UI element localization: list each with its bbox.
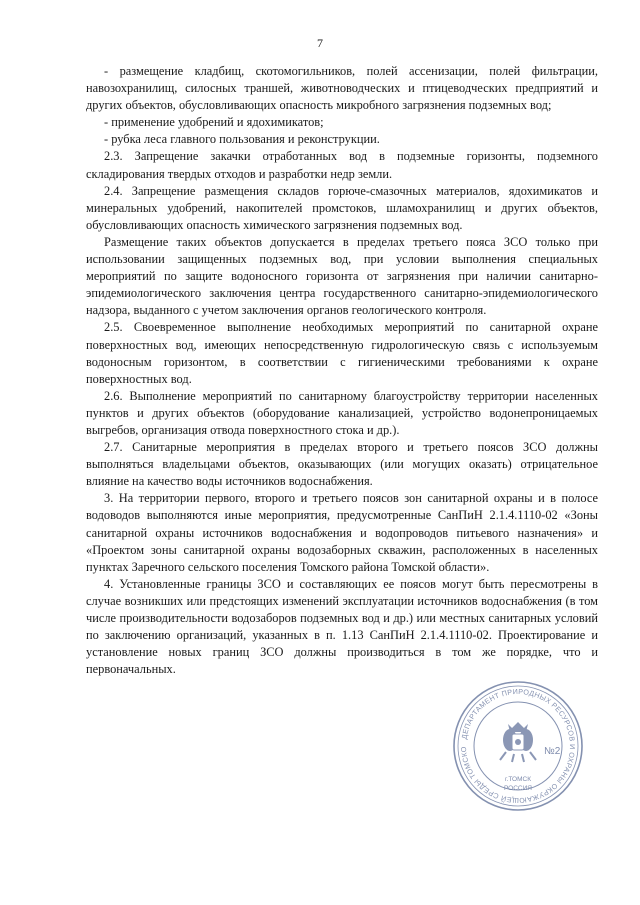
list-item-logging: - рубка леса главного пользования и реконструкции. <box>104 132 380 147</box>
paragraph-2-3: 2.3. Запрещение закачки отработанных вод в подземные горизонты, подземного складирования твердых отходов и разработки недр земли. <box>86 149 598 181</box>
seal-graphic <box>450 678 586 814</box>
paragraph-2-6: 2.6. Выполнение мероприятий по санитарному благоустройству территории населенных пунктов и других объектов (оборудование канализацией, устройство водонепроницаемых выгребов, организация отвода поверхностного стока и др.). <box>86 388 598 437</box>
paragraph-placement: Размещение таких объектов допускается в пределах третьего пояса ЗСО только при использовании защищенных подземных вод, при условии выполнения специальных мероприятий по защите водоносного горизонта от загрязнения при наличии санитарно-эпидемиологического заключения центра государственного санитарно-эпидемиологического надзора, выданного с учетом заключения органов геологического контроля. <box>86 234 598 318</box>
list-item-fertilizers: - применение удобрений и ядохимикатов; <box>104 115 324 130</box>
seal-city: г.ТОМСК <box>504 776 532 783</box>
seal-number: №2 <box>544 746 561 757</box>
paragraph-4: 4. Установленные границы ЗСО и составляющих ее поясов могут быть пересмотрены в случае возникших или предстоящих изменений эксплуатации источников водоснабжения (в том числе производительности водозаборов подземных вод и др.) или местных санитарных условий по заключению организаций, указанных в п. 1.13 СанПиН 2.1.4.1110-02. Проектирование и установление новых границ ЗСО должны производиться в том же порядке, что и первоначальных. <box>86 576 598 677</box>
paragraph-2-4: 2.4. Запрещение размещения складов горюче-смазочных материалов, ядохимикатов и минеральных удобрений, накопителей промстоков, шламохранилищ и других объектов, обусловливающих опасность химического загрязнения подземных вод. <box>86 183 598 232</box>
seal-country: РОССИЯ <box>503 785 533 792</box>
document-body <box>86 63 598 678</box>
page-number: 7 <box>317 36 323 50</box>
coat-of-arms-icon <box>500 722 536 762</box>
paragraph-2-5: 2.5. Своевременное выполнение необходимых мероприятий по санитарной охране поверхностных вод, имеющих непосредственную гидрологическую связь с используемым водоносным горизонтом, в соответствии с гигиеническими требованиями к охране поверхностных вод. <box>86 320 598 386</box>
official-seal-stamp <box>450 678 586 814</box>
paragraph-3: 3. На территории первого, второго и третьего поясов зон санитарной охраны и в полосе водоводов выполняются иные мероприятия, предусмотренные СанПиН 2.1.4.1110-02 «Зоны санитарной охраны источников водоснабжения и водопроводов питьевого назначения» и «Проектом зоны санитарной охраны водозаборных скважин, расположенных в населенных пунктах Заречного сельского поселения Томского района Томской области». <box>86 491 598 574</box>
paragraph-2-7: 2.7. Санитарные мероприятия в пределах второго и третьего поясов ЗСО должны выполняться владельцами объектов, оказывающих (или могущих оказать) отрицательное влияние на качество воды источников водоснабжения. <box>86 440 598 489</box>
list-item-cemeteries: - размещение кладбищ, скотомогильников, полей ассенизации, полей фильтрации, навозохранилищ, силосных траншей, животноводческих и птицеводческих предприятий и других объектов, обусловливающих опасность микробного загрязнения подземных вод; <box>86 64 598 113</box>
seal-ring-text: ДЕПАРТАМЕНТ ПРИРОДНЫХ РЕСУРСОВ И ОХРАНЫ ОКРУЖАЮЩЕЙ СРЕДЫ ТОМСКО <box>458 686 578 806</box>
